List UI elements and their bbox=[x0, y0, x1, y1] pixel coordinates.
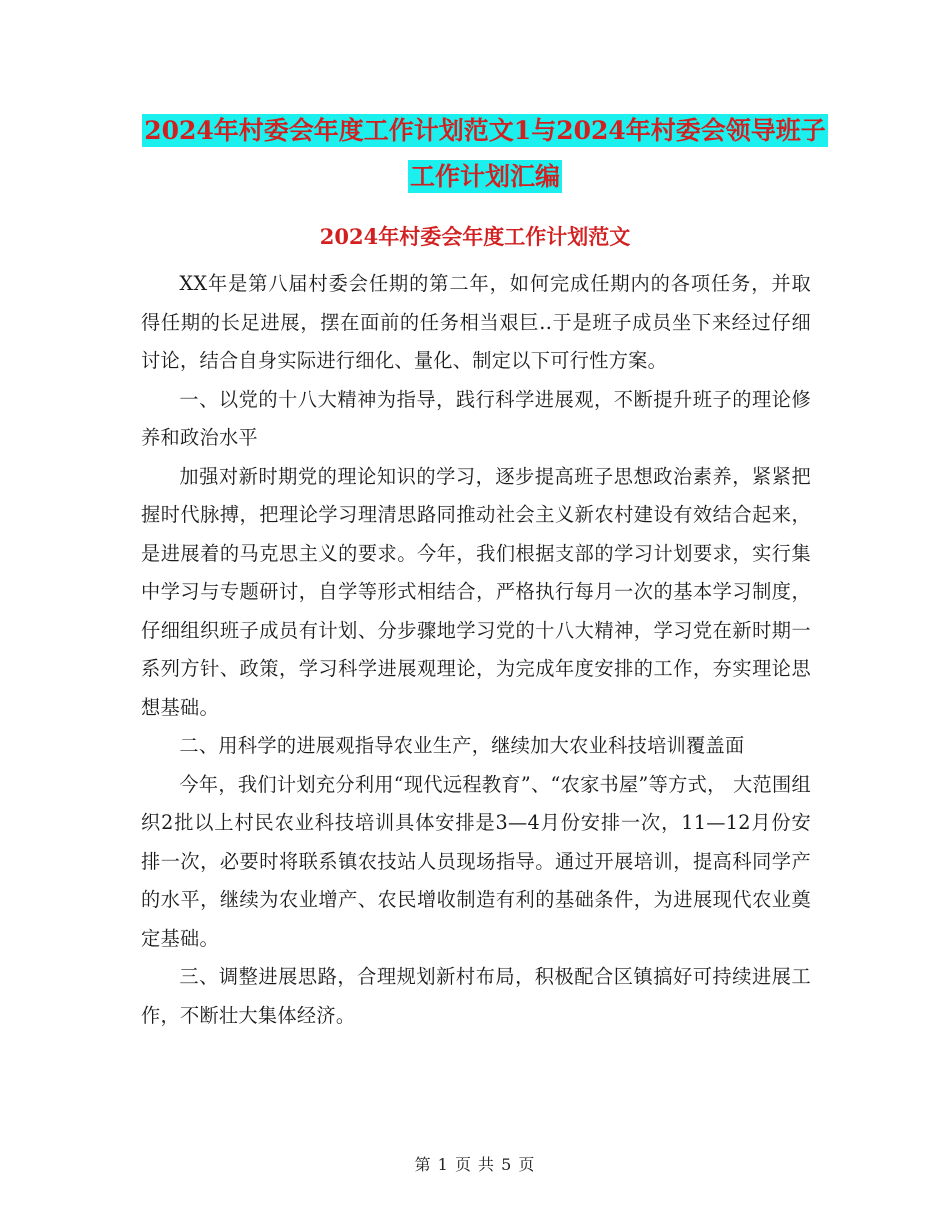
document-body bbox=[141, 265, 811, 1035]
page-footer: 第 1 页 共 5 页 bbox=[414, 1155, 536, 1174]
document-title-text: 2024年村委会年度工作计划范文1与2024年村委会领导班子工作计划汇编 bbox=[144, 116, 826, 191]
heading-item-3: 三、调整进展思路，合理规划新村布局，积极配合区镇搞好可持续进展工作，不断壮大集体经济。 bbox=[141, 965, 811, 1027]
heading-item-1: 一、以党的十八大精神为指导，践行科学进展观，不断提升班子的理论修养和政治水平 bbox=[141, 387, 811, 449]
section-title: 2024年村委会年度工作计划范文 bbox=[319, 224, 631, 249]
document-title bbox=[140, 108, 830, 200]
paragraph-item-1: 加强对新时期党的理论知识的学习，逐步提高班子思想政治素养，紧紧把握时代脉搏，把理论学习理清思路同推动社会主义新农村建设有效结合起来，是进展着的马克思主义的要求。今年，我们根据支部的学习计划要求，实行集中学习与专题研讨，自学等形式相结合，严格执行每月一次的基本学习制度，仔细组织班子成员有计划、分步骤地学习党的十八大精神，学习党在新时期一系列方针、政策，学习科学进展观理论，为完成年度安排的工作，夯实理论思想基础。 bbox=[141, 464, 811, 719]
paragraph-intro: XX年是第八届村委会任期的第二年，如何完成任期内的各项任务，并取得任期的长足进展，摆在面前的任务相当艰巨..于是班子成员坐下来经过仔细讨论，结合自身实际进行细化、量化、制定以下可行性方案。 bbox=[141, 272, 811, 372]
paragraph-item-2: 今年，我们计划充分利用“现代远程教育”、“农家书屋”等方式， 大范围组织2批以上村民农业科技培训具体安排是3—4月份安排一次，11—12月份安排一次，必要时将联系镇农技站人员现场指导。通过开展培训，提高科同学产的水平，继续为农业增产、农民增收制造有利的基础条件，为进展现代农业奠定基础。 bbox=[141, 772, 811, 950]
heading-item-2: 二、用科学的进展观指导农业生产，继续加大农业科技培训覆盖面 bbox=[179, 734, 745, 757]
